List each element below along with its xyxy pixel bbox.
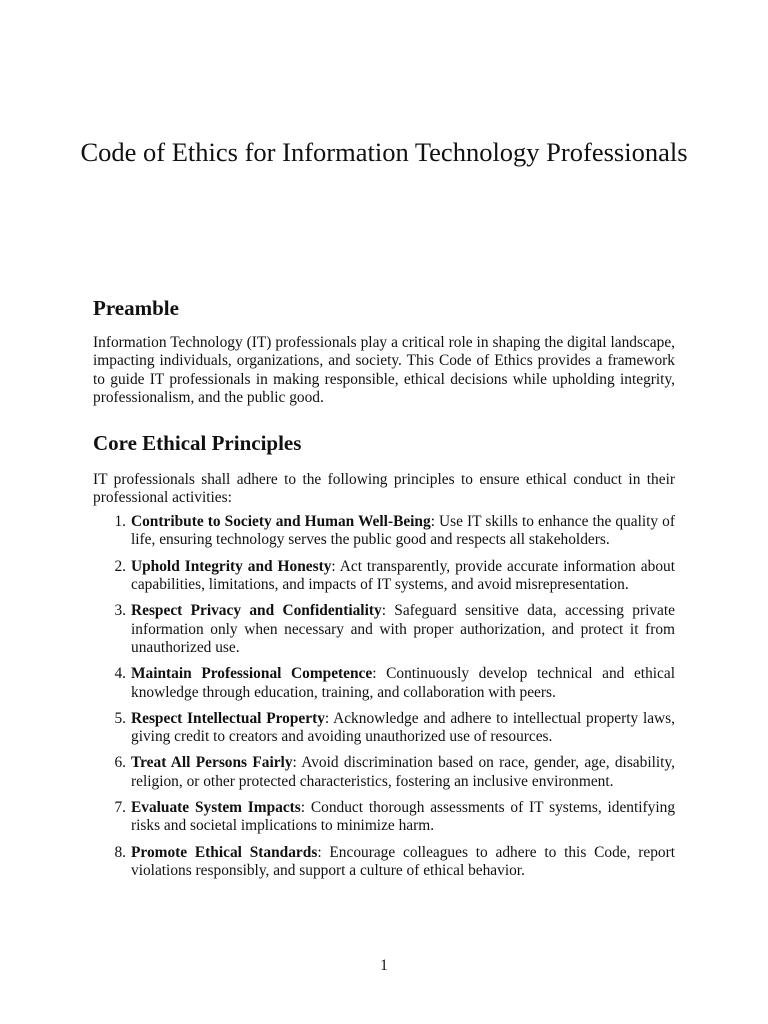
list-item-title: Respect Privacy and Confidentiality	[131, 602, 382, 620]
list-item	[114, 799, 676, 836]
list-item	[114, 602, 675, 657]
section-heading-preamble: Preamble	[93, 296, 179, 320]
list-item-number: 3.	[114, 602, 126, 620]
list-item-text: : Use IT skills to enhance the quality of life, ensuring technology serves the public good and respects all stakeholders.	[131, 513, 675, 549]
list-item-title: Respect Intellectual Property	[131, 709, 325, 727]
list-item	[114, 557, 676, 595]
list-item	[114, 513, 675, 550]
list-item-title: Promote Ethical Standards	[131, 843, 318, 861]
list-item-number: 8.	[114, 843, 126, 861]
list-item	[114, 843, 675, 881]
list-item-text: : Encourage colleagues to adhere to this Code, report violations responsibly, and support a culture of ethical behavior.	[131, 843, 675, 880]
list-item-title: Contribute to Society and Human Well-Being	[131, 513, 431, 530]
document-title: Code of Ethics for Information Technology Professionals	[80, 137, 688, 167]
list-item-title: Treat All Persons Fairly	[131, 754, 293, 772]
list-item-number: 6.	[114, 754, 126, 772]
list-item	[114, 709, 676, 747]
list-item-number: 1.	[114, 513, 126, 530]
list-item-text: : Continuously develop technical and ethical knowledge through education, training, and collaboration with peers.	[131, 665, 675, 701]
list-item-title: Evaluate System Impacts	[131, 799, 301, 817]
list-item-text: : Safeguard sensitive data, accessing private information only when necessary and with proper authorization, and protect it from unauthorized use.	[131, 602, 675, 657]
list-item-number: 4.	[114, 665, 126, 683]
preamble-paragraph: Information Technology (IT) professionals play a critical role in shaping the digital landscape, impacting individuals, organizations, and society. This Code of Ethics provides a framework to guide IT professionals in making responsible, ethical decisions while upholding integrity, professionalism, and the public good.	[93, 334, 675, 407]
list-item-text: : Acknowledge and adhere to intellectual property laws, giving credit to creators and avoiding unauthorized use of resources.	[131, 709, 676, 746]
page-number: 1	[380, 957, 388, 974]
list-item-title: Uphold Integrity and Honesty	[131, 557, 332, 575]
principles-list	[114, 513, 676, 888]
list-item	[114, 665, 675, 702]
core-principles-intro: IT professionals shall adhere to the following principles to ensure ethical conduct in their professional activities:	[93, 471, 675, 507]
list-item-text: : Avoid discrimination based on race, gender, age, disability, religion, or other protected characteristics, fostering an inclusive environment.	[131, 754, 675, 790]
list-item-number: 5.	[114, 709, 126, 727]
list-item-number: 2.	[114, 557, 126, 575]
list-item-number: 7.	[114, 799, 126, 817]
list-item-text: : Act transparently, provide accurate information about capabilities, limitations, and impacts of IT systems, and avoid misrepresentation.	[131, 557, 676, 594]
list-item-title: Maintain Professional Competence	[131, 665, 373, 683]
list-item-text: : Conduct thorough assessments of IT systems, identifying risks and societal implications to minimize harm.	[131, 799, 676, 835]
list-item	[114, 754, 675, 791]
section-heading-core-principles: Core Ethical Principles	[93, 431, 302, 455]
